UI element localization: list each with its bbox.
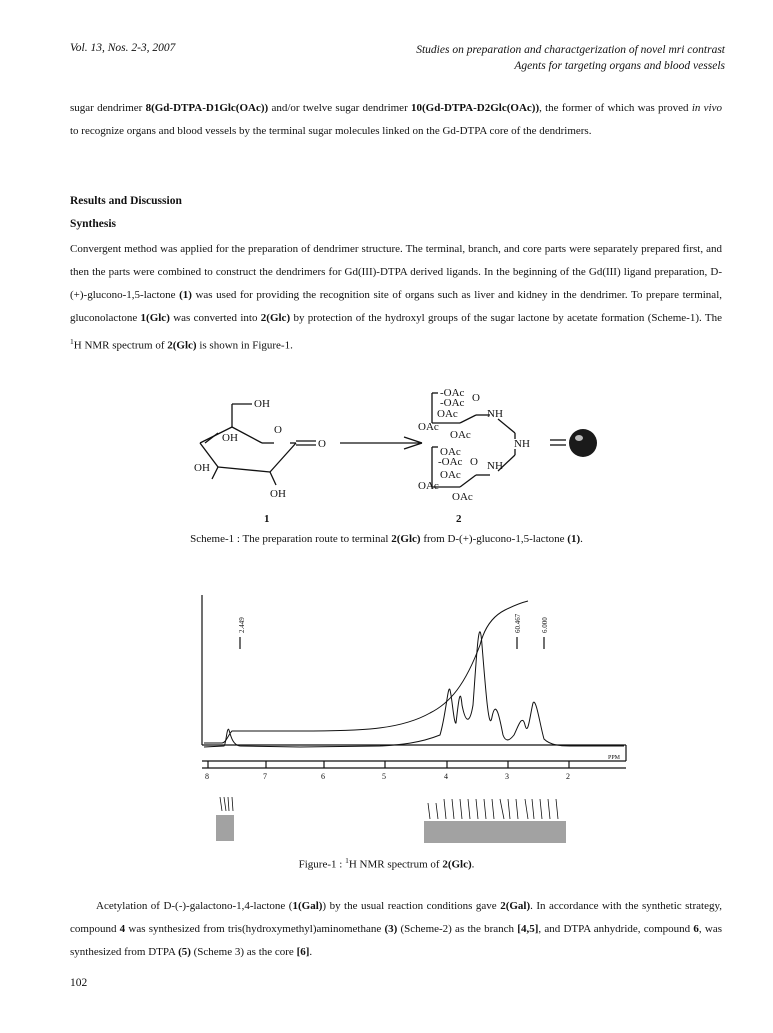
scheme-upper-oac-5: OAc bbox=[450, 429, 471, 441]
scheme-oh-ring: OH bbox=[222, 432, 238, 444]
superscript: 1 bbox=[345, 856, 349, 865]
italic-term: in vivo bbox=[691, 102, 722, 114]
scheme-lower-nh: NH bbox=[487, 460, 503, 472]
ppm-tick-label: 4 bbox=[444, 772, 448, 781]
scheme-upper-oac-3: OAc bbox=[437, 408, 458, 420]
text-run: Acetylation of D-(-)-galactono-1,4-lactone ( bbox=[96, 900, 293, 912]
scheme-lower-oac-2: -OAc bbox=[438, 456, 463, 468]
integral-value-2: 60.467 bbox=[514, 613, 522, 633]
scheme-upper-oac-1: -OAc bbox=[440, 387, 465, 399]
compound-ref: (1) bbox=[179, 289, 192, 301]
text-run: . bbox=[580, 533, 583, 545]
text-run: . bbox=[471, 858, 475, 871]
text-run: H NMR spectrum of bbox=[348, 858, 443, 871]
ppm-tick-label: 8 bbox=[205, 772, 209, 781]
compound-ref: 2(Glc) bbox=[260, 312, 291, 324]
superscript: 1 bbox=[70, 337, 74, 346]
text-run: was used for providing the recognition site of organs such as liver and kidney in the dendrimer. To prepare terminal, gluconolactone bbox=[70, 289, 722, 324]
compound-ref: (3) bbox=[384, 923, 398, 935]
section-heading-results: Results and Discussion bbox=[70, 195, 182, 207]
scheme-ring-oxygen: O bbox=[274, 424, 282, 436]
scheme-lower-oac-3: OAc bbox=[440, 469, 461, 481]
scheme-lower-oac-4: OAc bbox=[418, 480, 439, 492]
text-run: and/or twelve sugar dendrimer bbox=[268, 102, 411, 114]
text-run: to recognize organs and blood vessels by the terminal sugar molecules linked on the Gd-DTPA core of the dendrimers. bbox=[70, 125, 592, 137]
compound-ref: 6 bbox=[693, 923, 699, 935]
compound-ref: (1) bbox=[567, 533, 581, 545]
compound-ref: 4 bbox=[119, 923, 126, 935]
compound-ref: 2(Glc) bbox=[167, 339, 197, 352]
scheme-oh-top: OH bbox=[254, 398, 270, 410]
ppm-tick-label: 3 bbox=[505, 772, 509, 781]
text-run: H NMR spectrum of bbox=[73, 339, 168, 352]
running-header-right-line2: Agents for targeting organs and blood vessels bbox=[514, 60, 725, 72]
dendrimer-core-sphere bbox=[569, 429, 597, 457]
text-run: ) by the usual reaction conditions gave bbox=[322, 900, 501, 912]
scheme-carbonyl-oxygen: O bbox=[318, 438, 326, 450]
scheme-oh-c4: OH bbox=[194, 462, 210, 474]
compound-ref: (5) bbox=[178, 946, 191, 958]
compound-ref: 2(Gal) bbox=[500, 900, 531, 912]
compound-ref: 2(Glc) bbox=[442, 858, 472, 871]
scheme-lower-carbonyl-o: O bbox=[470, 456, 478, 468]
text-run: Convergent method was applied for the preparation of dendrimer structure. The terminal, branch, and core parts were separately prepared first, and then the parts were combined to construct the dendrimers for Gd(III)-DTPA derived ligands. In the beginning of the Gd(III) ligand preparation, D-(+)-glucono-1,5-lactone bbox=[70, 243, 722, 301]
running-header-left: Vol. 13, Nos. 2-3, 2007 bbox=[70, 42, 176, 54]
running-header-right bbox=[416, 42, 725, 74]
compound-ref: 8(Gd-DTPA-D1Glc(OAc)) bbox=[145, 102, 269, 114]
nmr-spectrum-figure bbox=[0, 585, 773, 850]
paragraph-synthesis bbox=[70, 238, 722, 358]
scheme-upper-carbonyl-o: O bbox=[472, 392, 480, 404]
scheme-core-nh: NH bbox=[514, 438, 530, 450]
text-run: Figure-1 : bbox=[298, 858, 346, 871]
compound-ref: 1(Glc) bbox=[140, 312, 170, 324]
text-run: (Scheme 3) as the core bbox=[190, 946, 297, 958]
text-run: , and DTPA anhydride, compound bbox=[538, 923, 694, 935]
text-run: is shown in Figure-1. bbox=[196, 339, 293, 352]
ppm-tick-label: 6 bbox=[321, 772, 325, 781]
text-run: , the former of which was proved bbox=[539, 102, 692, 114]
scheme-1-caption bbox=[0, 533, 773, 545]
ppm-tick-label: 2 bbox=[566, 772, 570, 781]
subsection-heading-synthesis: Synthesis bbox=[70, 218, 117, 230]
text-run: sugar dendrimer bbox=[70, 102, 146, 114]
scheme-upper-oac-2: -OAc bbox=[440, 397, 465, 409]
scheme-upper-nh: NH bbox=[487, 408, 503, 420]
scheme-upper-oac-4: OAc bbox=[418, 421, 439, 433]
ppm-axis-label: PPM bbox=[608, 755, 621, 761]
compound-label-2: 2 bbox=[456, 513, 462, 525]
text-run: was converted into bbox=[169, 312, 261, 324]
scheme-lower-oac-5: OAc bbox=[452, 491, 473, 503]
text-run: Scheme-1 : The preparation route to terminal bbox=[190, 533, 392, 545]
citation: [6] bbox=[296, 946, 310, 958]
integral-value-3: 6.000 bbox=[541, 617, 549, 633]
citation: [4,5] bbox=[517, 923, 539, 935]
text-run: from D-(+)-glucono-1,5-lactone bbox=[420, 533, 568, 545]
text-run: (Scheme-2) as the branch bbox=[397, 923, 518, 935]
ppm-tick-label: 5 bbox=[382, 772, 386, 781]
ppm-tick-label: 7 bbox=[263, 772, 267, 781]
text-run: . In accordance with the synthetic strategy, compound bbox=[70, 900, 723, 935]
compound-label-1: 1 bbox=[264, 513, 270, 525]
text-run: , was synthesized from DTPA bbox=[70, 923, 722, 958]
scheme-oh-c3: OH bbox=[270, 488, 286, 500]
compound-ref: 10(Gd-DTPA-D2Glc(OAc)) bbox=[411, 102, 540, 114]
compound-ref: 2(Glc) bbox=[391, 533, 421, 545]
paragraph-acetylation bbox=[70, 895, 722, 964]
scheme-lower-oac-1: OAc bbox=[440, 446, 461, 458]
text-run: by protection of the hydroxyl groups of the sugar lactone by acetate formation (Scheme-1). The bbox=[290, 312, 722, 324]
text-run: was synthesized from tris(hydroxymethyl)aminomethane bbox=[125, 923, 385, 935]
text-run: . bbox=[309, 946, 313, 958]
running-header-right-line1: Studies on preparation and charactgerization of novel mri contrast bbox=[416, 44, 725, 56]
scheme-1-diagram bbox=[0, 375, 773, 525]
paragraph-intro-continued bbox=[70, 97, 722, 143]
compound-ref: 1(Gal) bbox=[292, 900, 323, 912]
figure-1-caption bbox=[0, 856, 773, 871]
page-number: 102 bbox=[70, 977, 88, 989]
integral-value-1: 2.449 bbox=[238, 617, 246, 633]
